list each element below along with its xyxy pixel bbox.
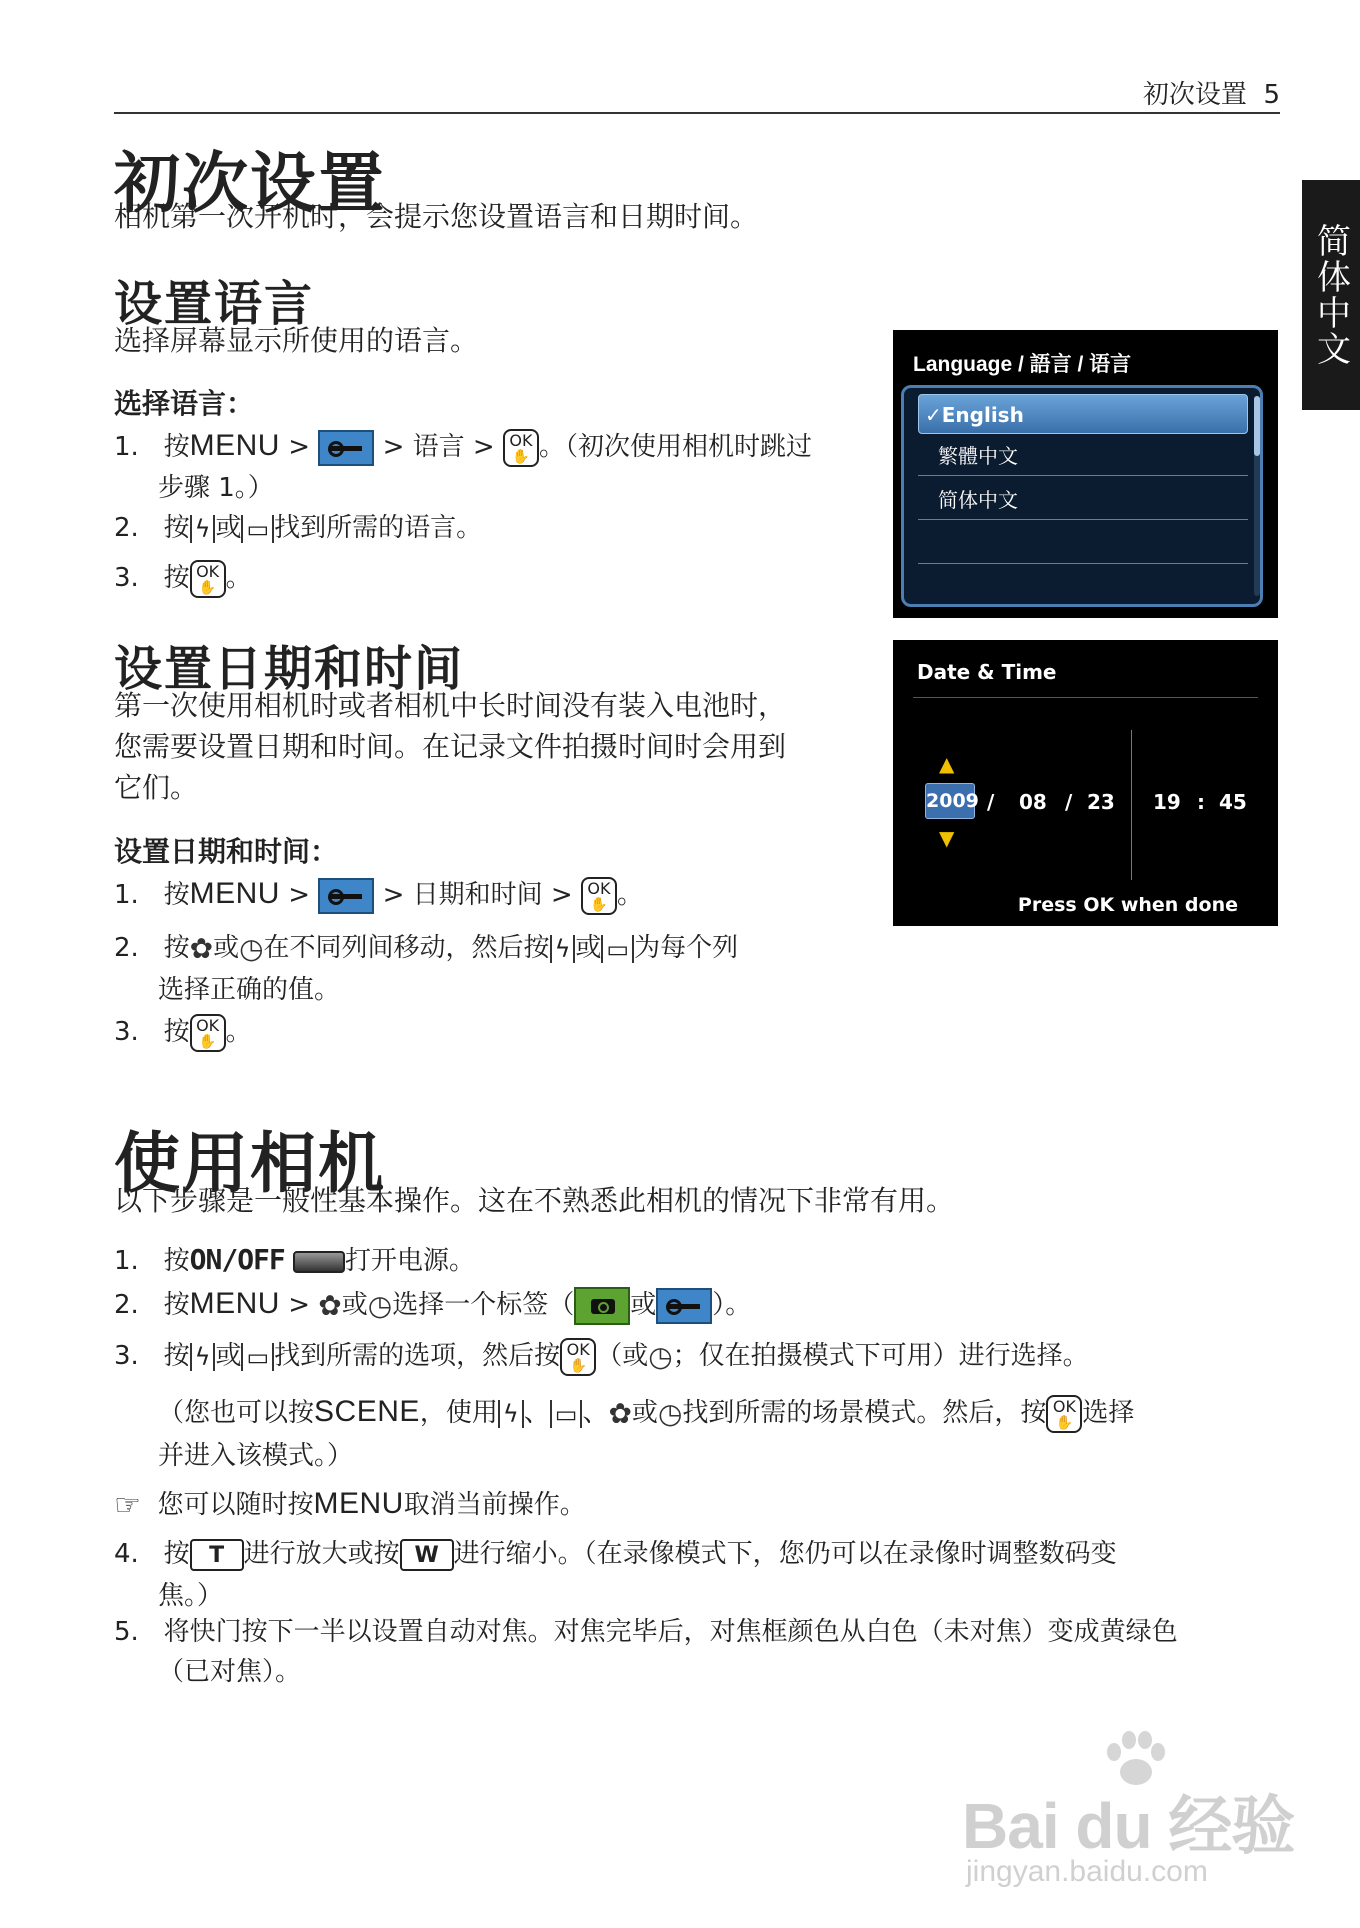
language-step-1-cont: 步骤 1。） [158, 473, 274, 503]
date-screen-hint: Press OK when done [1017, 894, 1238, 916]
menu-key: MENU [189, 877, 280, 910]
date-separator: / [987, 790, 995, 814]
date-text-line-2: 您需要设置日期和时间。在记录文件拍摄时间时会用到 [114, 730, 787, 763]
ok-key-icon: OK ✋ [190, 560, 226, 598]
time-separator: : [1197, 790, 1205, 814]
display-key-icon: ▭ [601, 935, 634, 963]
day-field[interactable]: 23 [1087, 790, 1115, 814]
minute-field[interactable]: 45 [1219, 790, 1247, 814]
language-step-3: 3. 按 OK ✋ 。 [114, 561, 252, 596]
camera-step-3: 3. 按 ϟ 或 ▭ 找到所需的选项，然后按 OK ✋ （或◷；仅在拍摄模式下可用）进行选择。 [114, 1336, 1089, 1377]
year-field[interactable]: 2009 [925, 783, 975, 819]
macro-key-icon: ✿ [189, 931, 214, 965]
camera-tab-icon [574, 1287, 630, 1325]
date-section-title: 设置日期和时间 [114, 641, 465, 697]
self-timer-key-icon: ◷ [367, 1288, 393, 1322]
date-screen-title: Date & Time [917, 660, 1057, 684]
camera-section-title: 使用相机 [114, 1125, 386, 1202]
flash-key-icon: ϟ [498, 1400, 524, 1428]
self-timer-key-icon: ◷ [657, 1396, 683, 1430]
date-separator: / [1065, 790, 1073, 814]
watermark-url: jingyan.baidu.com [966, 1855, 1208, 1888]
date-step-2-cont: 选择正确的值。 [158, 975, 341, 1005]
watermark-brand: Bai du 经验 [962, 1790, 1295, 1862]
language-section-text: 选择屏幕显示所使用的语言。 [114, 324, 479, 357]
ok-key-icon: OK ✋ [503, 429, 539, 467]
ok-key-icon: OK ✋ [581, 877, 617, 915]
menu-key: MENU [189, 1287, 280, 1320]
self-timer-key-icon: ◷ [648, 1339, 673, 1373]
baidu-watermark [962, 1775, 1295, 1888]
language-subtitle: 选择语言： [114, 387, 255, 420]
ok-key-icon: OK ✋ [560, 1338, 596, 1376]
date-time-separator [1131, 730, 1132, 880]
date-step-2: 2. 按✿或◷在不同列间移动，然后按 ϟ 或 ▭ 为每个列 [114, 928, 738, 969]
up-arrow-icon[interactable]: ▲ [939, 752, 955, 776]
language-option-simplified-chinese[interactable]: 简体中文 [918, 480, 1248, 520]
date-screen-divider [913, 697, 1258, 698]
side-tab-label: 简体中文 [1310, 223, 1351, 367]
display-key-icon: ▭ [241, 515, 274, 543]
intro-title: 初次设置 [114, 145, 386, 222]
page-number: 5 [1263, 80, 1280, 110]
intro-text: 相机第一次开机时，会提示您设置语言和日期时间。 [114, 200, 759, 233]
macro-key-icon: ✿ [318, 1288, 342, 1322]
camera-step-4: 4. 按 T 进行放大或按 W 进行缩小。（在录像模式下，您仍可以在录像时调整数码变 [114, 1539, 1117, 1569]
date-time-screen [893, 640, 1278, 926]
date-step-3: 3. 按 OK ✋ 。 [114, 1015, 252, 1050]
month-field[interactable]: 08 [1019, 790, 1047, 814]
language-list-panel [901, 385, 1263, 607]
date-subtitle: 设置日期和时间： [114, 835, 339, 868]
language-section-title: 设置语言 [114, 276, 315, 332]
language-option-empty [918, 524, 1248, 564]
setup-tab-icon [318, 878, 374, 914]
macro-key-icon: ✿ [608, 1396, 632, 1430]
language-option-traditional-chinese[interactable]: 繁體中文 [918, 436, 1248, 476]
camera-section-text: 以下步骤是一般性基本操作。这在不熟悉此相机的情况下非常有用。 [114, 1184, 955, 1217]
camera-step-5-cont: （已对焦）。 [158, 1657, 302, 1687]
onoff-key: ON/OFF [189, 1243, 285, 1276]
language-screen-title: Language / 語言 / 语言 [913, 353, 1132, 376]
wide-key: W [400, 1539, 454, 1571]
scene-note: （您也可以按SCENE，使用 ϟ 、 ▭ 、✿或◷找到所需的场景模式。然后，按 OK ✋ 选择 [158, 1392, 1134, 1434]
header-title: 初次设置 [1142, 80, 1247, 110]
display-key-icon: ▭ [550, 1400, 583, 1428]
setup-tab-icon [656, 1288, 712, 1324]
camera-step-4-cont: 焦。） [158, 1581, 224, 1611]
language-side-tab [1302, 180, 1360, 410]
date-text-line-3: 它们。 [114, 771, 199, 804]
menu-key: MENU [189, 429, 280, 462]
hour-field[interactable]: 19 [1153, 790, 1181, 814]
camera-step-1: 1. 按ON/OFF 打开电源。 [114, 1243, 476, 1276]
date-text-line-1: 第一次使用相机时或者相机中长时间没有装入电池时， [114, 689, 787, 722]
menu-key: MENU [313, 1487, 404, 1520]
display-key-icon: ▭ [241, 1343, 274, 1371]
language-scrollbar-thumb[interactable] [1254, 396, 1260, 456]
scene-key: SCENE [314, 1395, 420, 1428]
down-arrow-icon[interactable]: ▼ [939, 826, 955, 850]
ok-key-icon: OK ✋ [190, 1014, 226, 1052]
language-step-2: 2. 按 ϟ 或 ▭ 找到所需的语言。 [114, 513, 483, 543]
date-step-1: 1. 按MENU > > 日期和时间 > OK ✋ 。 [114, 877, 643, 913]
ok-key-icon: OK ✋ [1046, 1395, 1082, 1433]
tele-key: T [190, 1539, 244, 1571]
setup-tab-icon [318, 430, 374, 466]
camera-step-5: 5. 将快门按下一半以设置自动对焦。对焦完毕后，对焦框颜色从白色（未对焦）变成黄绿色 [114, 1617, 1178, 1647]
page-header [1143, 74, 1280, 111]
flash-key-icon: ϟ [190, 1343, 216, 1371]
camera-step-2: 2. 按MENU > ✿或◷选择一个标签（ 或 ）。 [114, 1284, 751, 1326]
flash-key-icon: ϟ [550, 935, 576, 963]
scene-note-cont: 并进入该模式。） [158, 1441, 354, 1471]
flash-key-icon: ϟ [190, 515, 216, 543]
pointing-hand-icon: ☞ [114, 1487, 141, 1523]
language-step-1: 1. 按MENU > > 语言 > OK ✋ 。（初次使用相机时跳过 [114, 429, 812, 465]
language-screen [893, 330, 1278, 618]
power-switch-icon [293, 1251, 345, 1273]
language-option-english[interactable]: ✓English [918, 394, 1248, 434]
header-rule [114, 112, 1280, 114]
self-timer-key-icon: ◷ [239, 931, 264, 965]
tip-note: ☞ 您可以随时按MENU取消当前操作。 [114, 1484, 586, 1526]
